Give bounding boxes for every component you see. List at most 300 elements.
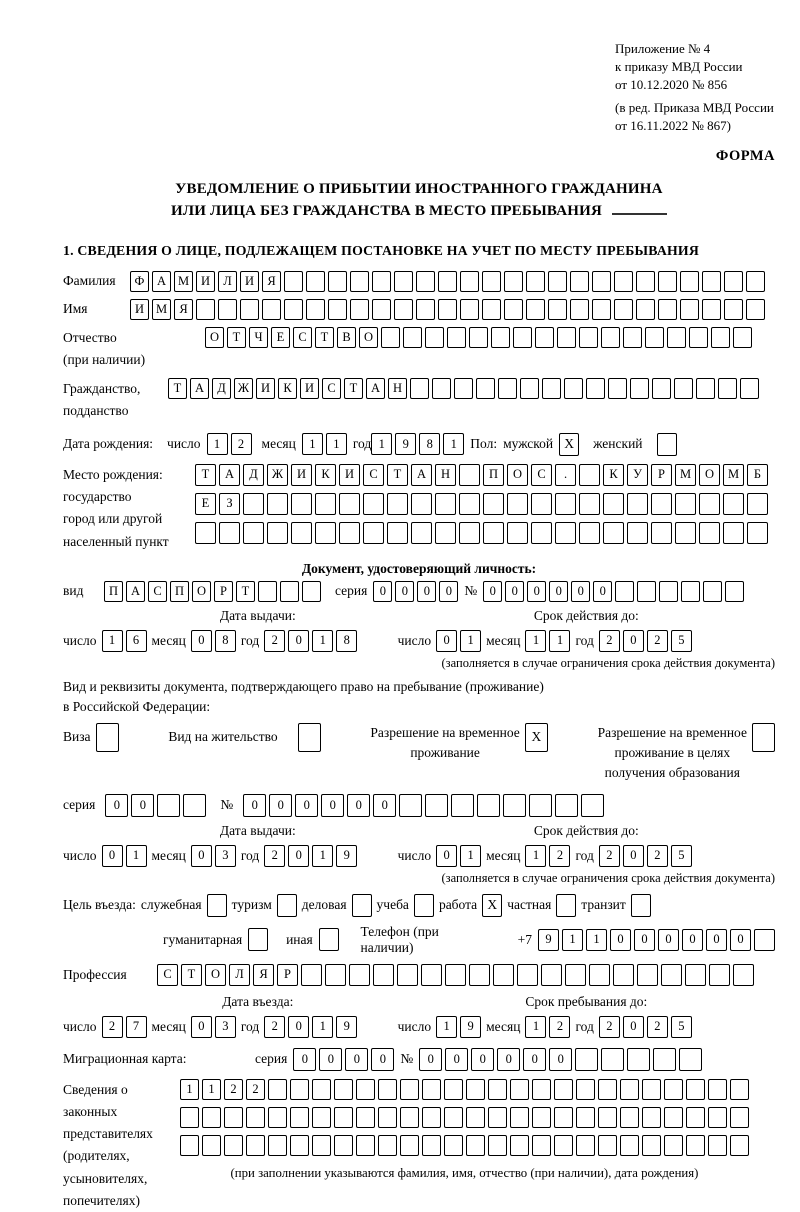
stay-doc-issue-month[interactable] <box>191 845 236 867</box>
char-box[interactable]: Д <box>243 464 264 486</box>
char-box[interactable] <box>302 581 321 602</box>
char-box[interactable] <box>658 299 677 320</box>
id-doc-number-input[interactable] <box>483 581 744 602</box>
char-box[interactable] <box>202 1107 221 1128</box>
entry-day[interactable] <box>102 1016 147 1038</box>
char-box[interactable] <box>645 327 664 348</box>
stay-doc-issue-day[interactable] <box>102 845 147 867</box>
id-doc-expiry-day[interactable] <box>436 630 481 652</box>
char-box[interactable]: П <box>104 581 123 602</box>
char-box[interactable] <box>592 299 611 320</box>
char-box[interactable] <box>658 271 677 292</box>
purpose-delovaya-checkbox[interactable] <box>352 894 372 917</box>
char-box[interactable] <box>636 271 655 292</box>
char-box[interactable]: 2 <box>599 1016 620 1038</box>
char-box[interactable]: 2 <box>231 433 252 455</box>
char-box[interactable] <box>315 493 336 515</box>
char-box[interactable]: 0 <box>505 581 524 602</box>
char-box[interactable]: 0 <box>419 1048 442 1071</box>
char-box[interactable] <box>576 1079 595 1100</box>
char-box[interactable] <box>291 522 312 544</box>
char-box[interactable] <box>730 1135 749 1156</box>
char-box[interactable] <box>642 1107 661 1128</box>
char-box[interactable] <box>290 1135 309 1156</box>
stay-doc-issue-year[interactable] <box>264 845 357 867</box>
char-box[interactable]: Я <box>174 299 193 320</box>
char-box[interactable] <box>702 299 721 320</box>
char-box[interactable] <box>620 1107 639 1128</box>
char-box[interactable]: 1 <box>302 433 323 455</box>
profession-input[interactable] <box>157 964 754 986</box>
stay-doc-expiry-year[interactable] <box>599 845 692 867</box>
char-box[interactable]: 0 <box>549 581 568 602</box>
char-box[interactable]: 5 <box>671 630 692 652</box>
char-box[interactable] <box>421 964 442 986</box>
char-box[interactable] <box>451 794 474 817</box>
char-box[interactable] <box>432 378 451 399</box>
char-box[interactable]: К <box>278 378 297 399</box>
char-box[interactable]: А <box>190 378 209 399</box>
char-box[interactable] <box>262 299 281 320</box>
char-box[interactable] <box>579 493 600 515</box>
stay-until-year[interactable] <box>599 1016 692 1038</box>
char-box[interactable] <box>218 299 237 320</box>
char-box[interactable]: 2 <box>246 1079 265 1100</box>
char-box[interactable] <box>630 378 649 399</box>
surname-input[interactable] <box>130 271 765 292</box>
char-box[interactable] <box>725 581 744 602</box>
char-box[interactable]: 1 <box>326 433 347 455</box>
stay-until-month[interactable] <box>525 1016 570 1038</box>
char-box[interactable]: 0 <box>288 1016 309 1038</box>
char-box[interactable] <box>219 522 240 544</box>
char-box[interactable]: И <box>291 464 312 486</box>
char-box[interactable] <box>243 522 264 544</box>
char-box[interactable]: 0 <box>439 581 458 602</box>
char-box[interactable] <box>422 1107 441 1128</box>
char-box[interactable] <box>394 271 413 292</box>
char-box[interactable]: 0 <box>321 794 344 817</box>
char-box[interactable]: С <box>157 964 178 986</box>
char-box[interactable] <box>555 493 576 515</box>
char-box[interactable]: Р <box>214 581 233 602</box>
char-box[interactable] <box>444 1107 463 1128</box>
char-box[interactable] <box>576 1135 595 1156</box>
char-box[interactable]: 0 <box>527 581 546 602</box>
char-box[interactable] <box>579 327 598 348</box>
char-box[interactable]: 2 <box>264 1016 285 1038</box>
char-box[interactable] <box>267 493 288 515</box>
purpose-gumanitarnaya-checkbox[interactable] <box>248 928 268 951</box>
char-box[interactable] <box>689 327 708 348</box>
char-box[interactable]: 1 <box>312 1016 333 1038</box>
char-box[interactable] <box>627 522 648 544</box>
char-box[interactable]: А <box>126 581 145 602</box>
char-box[interactable]: 7 <box>126 1016 147 1038</box>
char-box[interactable] <box>675 493 696 515</box>
char-box[interactable]: 1 <box>460 845 481 867</box>
temp-permit-checkbox[interactable]: X <box>525 723 548 752</box>
char-box[interactable] <box>183 794 206 817</box>
char-box[interactable]: 0 <box>623 1016 644 1038</box>
char-box[interactable]: 0 <box>243 794 266 817</box>
char-box[interactable]: А <box>411 464 432 486</box>
char-box[interactable] <box>507 522 528 544</box>
char-box[interactable]: 0 <box>395 581 414 602</box>
char-box[interactable] <box>466 1079 485 1100</box>
phone-input[interactable] <box>538 929 775 951</box>
char-box[interactable] <box>746 271 765 292</box>
char-box[interactable]: Т <box>168 378 187 399</box>
char-box[interactable] <box>548 299 567 320</box>
char-box[interactable]: Т <box>195 464 216 486</box>
char-box[interactable] <box>554 1107 573 1128</box>
char-box[interactable] <box>476 378 495 399</box>
char-box[interactable]: 0 <box>371 1048 394 1071</box>
char-box[interactable] <box>268 1107 287 1128</box>
char-box[interactable] <box>460 271 479 292</box>
char-box[interactable] <box>555 794 578 817</box>
char-box[interactable] <box>709 964 730 986</box>
char-box[interactable]: Ч <box>249 327 268 348</box>
char-box[interactable] <box>603 493 624 515</box>
migration-series-input[interactable] <box>293 1048 394 1071</box>
char-box[interactable] <box>686 1107 705 1128</box>
char-box[interactable]: Р <box>651 464 672 486</box>
char-box[interactable] <box>730 1107 749 1128</box>
char-box[interactable]: Т <box>344 378 363 399</box>
char-box[interactable]: 0 <box>417 581 436 602</box>
char-box[interactable] <box>652 378 671 399</box>
char-box[interactable]: И <box>240 271 259 292</box>
char-box[interactable] <box>399 794 422 817</box>
patronymic-input[interactable] <box>205 327 752 348</box>
char-box[interactable] <box>733 964 754 986</box>
entry-month[interactable] <box>191 1016 236 1038</box>
char-box[interactable]: С <box>531 464 552 486</box>
char-box[interactable] <box>422 1135 441 1156</box>
char-box[interactable] <box>356 1079 375 1100</box>
char-box[interactable]: 2 <box>647 630 668 652</box>
char-box[interactable]: 9 <box>460 1016 481 1038</box>
char-box[interactable] <box>422 1079 441 1100</box>
char-box[interactable] <box>685 964 706 986</box>
entry-year[interactable] <box>264 1016 357 1038</box>
char-box[interactable]: М <box>152 299 171 320</box>
char-box[interactable]: 1 <box>562 929 583 951</box>
char-box[interactable]: 2 <box>599 845 620 867</box>
char-box[interactable] <box>328 271 347 292</box>
char-box[interactable] <box>459 522 480 544</box>
char-box[interactable] <box>679 1048 702 1071</box>
char-box[interactable] <box>416 299 435 320</box>
char-box[interactable] <box>504 271 523 292</box>
char-box[interactable] <box>651 522 672 544</box>
char-box[interactable] <box>554 1135 573 1156</box>
char-box[interactable] <box>507 493 528 515</box>
char-box[interactable] <box>548 271 567 292</box>
char-box[interactable] <box>724 271 743 292</box>
char-box[interactable]: П <box>170 581 189 602</box>
char-box[interactable]: 1 <box>525 1016 546 1038</box>
char-box[interactable] <box>445 964 466 986</box>
char-box[interactable]: 3 <box>215 1016 236 1038</box>
char-box[interactable]: Т <box>236 581 255 602</box>
birth-year-input[interactable] <box>371 433 464 455</box>
char-box[interactable]: Я <box>262 271 281 292</box>
char-box[interactable]: 1 <box>436 1016 457 1038</box>
char-box[interactable] <box>284 299 303 320</box>
char-box[interactable] <box>202 1135 221 1156</box>
char-box[interactable] <box>387 493 408 515</box>
char-box[interactable]: 0 <box>131 794 154 817</box>
char-box[interactable] <box>614 299 633 320</box>
char-box[interactable] <box>493 964 514 986</box>
char-box[interactable] <box>268 1135 287 1156</box>
char-box[interactable] <box>620 1079 639 1100</box>
birth-month-input[interactable] <box>302 433 347 455</box>
char-box[interactable] <box>637 581 656 602</box>
char-box[interactable] <box>579 464 600 486</box>
char-box[interactable] <box>535 327 554 348</box>
char-box[interactable] <box>325 964 346 986</box>
char-box[interactable] <box>603 522 624 544</box>
char-box[interactable]: Л <box>229 964 250 986</box>
char-box[interactable]: С <box>293 327 312 348</box>
char-box[interactable]: 9 <box>336 845 357 867</box>
char-box[interactable]: 0 <box>269 794 292 817</box>
char-box[interactable] <box>520 378 539 399</box>
char-box[interactable] <box>740 378 759 399</box>
edu-permit-checkbox[interactable] <box>752 723 775 752</box>
char-box[interactable] <box>526 271 545 292</box>
char-box[interactable]: 2 <box>647 845 668 867</box>
char-box[interactable]: К <box>315 464 336 486</box>
stay-doc-expiry-month[interactable] <box>525 845 570 867</box>
char-box[interactable] <box>482 271 501 292</box>
char-box[interactable]: Н <box>388 378 407 399</box>
char-box[interactable] <box>425 327 444 348</box>
char-box[interactable] <box>372 271 391 292</box>
purpose-tranzit-checkbox[interactable] <box>631 894 651 917</box>
char-box[interactable] <box>664 1135 683 1156</box>
char-box[interactable] <box>517 964 538 986</box>
char-box[interactable]: 1 <box>126 845 147 867</box>
char-box[interactable]: 0 <box>191 1016 212 1038</box>
char-box[interactable] <box>195 522 216 544</box>
char-box[interactable]: О <box>699 464 720 486</box>
char-box[interactable]: Т <box>181 964 202 986</box>
char-box[interactable] <box>498 378 517 399</box>
id-doc-expiry-year[interactable] <box>599 630 692 652</box>
char-box[interactable]: 0 <box>706 929 727 951</box>
char-box[interactable] <box>733 327 752 348</box>
char-box[interactable]: У <box>627 464 648 486</box>
char-box[interactable]: 8 <box>336 630 357 652</box>
char-box[interactable] <box>315 522 336 544</box>
char-box[interactable]: 0 <box>191 630 212 652</box>
char-box[interactable]: 0 <box>634 929 655 951</box>
char-box[interactable] <box>723 522 744 544</box>
char-box[interactable] <box>438 271 457 292</box>
char-box[interactable]: 1 <box>180 1079 199 1100</box>
char-box[interactable] <box>608 378 627 399</box>
char-box[interactable] <box>180 1107 199 1128</box>
char-box[interactable] <box>686 1079 705 1100</box>
char-box[interactable] <box>589 964 610 986</box>
char-box[interactable] <box>754 929 775 951</box>
char-box[interactable]: 0 <box>593 581 612 602</box>
char-box[interactable] <box>403 327 422 348</box>
char-box[interactable] <box>592 271 611 292</box>
char-box[interactable] <box>349 964 370 986</box>
char-box[interactable]: 2 <box>224 1079 243 1100</box>
char-box[interactable] <box>350 299 369 320</box>
char-box[interactable]: К <box>603 464 624 486</box>
char-box[interactable]: И <box>196 271 215 292</box>
representatives-row1[interactable] <box>180 1079 749 1100</box>
char-box[interactable] <box>510 1079 529 1100</box>
char-box[interactable]: . <box>555 464 576 486</box>
char-box[interactable] <box>555 522 576 544</box>
char-box[interactable] <box>483 493 504 515</box>
char-box[interactable] <box>258 581 277 602</box>
char-box[interactable] <box>290 1079 309 1100</box>
char-box[interactable] <box>267 522 288 544</box>
char-box[interactable] <box>557 327 576 348</box>
char-box[interactable]: Н <box>435 464 456 486</box>
char-box[interactable] <box>339 493 360 515</box>
char-box[interactable]: З <box>219 493 240 515</box>
representatives-row3[interactable] <box>180 1135 749 1156</box>
char-box[interactable]: В <box>337 327 356 348</box>
char-box[interactable] <box>363 522 384 544</box>
char-box[interactable]: 0 <box>347 794 370 817</box>
purpose-inaya-checkbox[interactable] <box>319 928 339 951</box>
char-box[interactable]: 0 <box>319 1048 342 1071</box>
char-box[interactable]: 1 <box>102 630 123 652</box>
char-box[interactable] <box>411 493 432 515</box>
char-box[interactable] <box>598 1107 617 1128</box>
char-box[interactable]: И <box>300 378 319 399</box>
char-box[interactable]: 1 <box>586 929 607 951</box>
char-box[interactable] <box>246 1135 265 1156</box>
char-box[interactable]: С <box>148 581 167 602</box>
citizenship-input[interactable] <box>168 378 759 399</box>
char-box[interactable]: С <box>322 378 341 399</box>
char-box[interactable] <box>483 522 504 544</box>
char-box[interactable] <box>444 1079 463 1100</box>
char-box[interactable] <box>570 299 589 320</box>
char-box[interactable] <box>659 581 678 602</box>
char-box[interactable] <box>724 299 743 320</box>
stay-doc-series-input[interactable] <box>105 794 206 817</box>
birth-day-input[interactable] <box>207 433 252 455</box>
char-box[interactable] <box>718 378 737 399</box>
char-box[interactable] <box>565 964 586 986</box>
char-box[interactable]: И <box>130 299 149 320</box>
char-box[interactable]: 1 <box>525 630 546 652</box>
char-box[interactable]: 1 <box>371 433 392 455</box>
char-box[interactable]: 0 <box>295 794 318 817</box>
char-box[interactable] <box>642 1135 661 1156</box>
char-box[interactable]: 0 <box>623 630 644 652</box>
char-box[interactable]: 0 <box>191 845 212 867</box>
char-box[interactable] <box>579 522 600 544</box>
char-box[interactable] <box>438 299 457 320</box>
id-doc-type-input[interactable] <box>104 581 321 602</box>
char-box[interactable] <box>636 299 655 320</box>
char-box[interactable]: М <box>174 271 193 292</box>
char-box[interactable] <box>504 299 523 320</box>
char-box[interactable] <box>664 1107 683 1128</box>
char-box[interactable] <box>387 522 408 544</box>
char-box[interactable] <box>614 271 633 292</box>
gender-female-checkbox[interactable] <box>657 433 677 456</box>
char-box[interactable]: О <box>192 581 211 602</box>
char-box[interactable] <box>708 1107 727 1128</box>
gender-male-checkbox[interactable]: X <box>559 433 579 456</box>
purpose-chastnaya-checkbox[interactable] <box>556 894 576 917</box>
char-box[interactable]: 9 <box>395 433 416 455</box>
char-box[interactable] <box>378 1135 397 1156</box>
char-box[interactable]: Ж <box>234 378 253 399</box>
char-box[interactable]: 1 <box>207 433 228 455</box>
char-box[interactable] <box>503 794 526 817</box>
char-box[interactable]: 3 <box>215 845 236 867</box>
char-box[interactable]: 0 <box>571 581 590 602</box>
name-input[interactable] <box>130 299 765 320</box>
char-box[interactable] <box>627 493 648 515</box>
char-box[interactable] <box>477 794 500 817</box>
char-box[interactable]: 0 <box>471 1048 494 1071</box>
char-box[interactable]: Я <box>253 964 274 986</box>
char-box[interactable] <box>681 581 700 602</box>
char-box[interactable]: 0 <box>373 794 396 817</box>
char-box[interactable] <box>469 327 488 348</box>
char-box[interactable]: 2 <box>102 1016 123 1038</box>
char-box[interactable]: 0 <box>105 794 128 817</box>
char-box[interactable] <box>699 493 720 515</box>
char-box[interactable] <box>411 522 432 544</box>
char-box[interactable]: 0 <box>730 929 751 951</box>
char-box[interactable]: А <box>366 378 385 399</box>
char-box[interactable] <box>466 1107 485 1128</box>
char-box[interactable] <box>328 299 347 320</box>
char-box[interactable] <box>613 964 634 986</box>
purpose-rabota-checkbox[interactable]: X <box>482 894 502 917</box>
char-box[interactable]: 0 <box>497 1048 520 1071</box>
id-doc-expiry-month[interactable] <box>525 630 570 652</box>
char-box[interactable] <box>378 1079 397 1100</box>
char-box[interactable]: 1 <box>312 845 333 867</box>
stay-doc-expiry-day[interactable] <box>436 845 481 867</box>
char-box[interactable] <box>730 1079 749 1100</box>
char-box[interactable]: 5 <box>671 845 692 867</box>
char-box[interactable] <box>339 522 360 544</box>
char-box[interactable] <box>466 1135 485 1156</box>
char-box[interactable] <box>708 1079 727 1100</box>
char-box[interactable]: 0 <box>436 630 457 652</box>
char-box[interactable] <box>510 1107 529 1128</box>
char-box[interactable]: 0 <box>483 581 502 602</box>
char-box[interactable]: 0 <box>102 845 123 867</box>
char-box[interactable] <box>667 327 686 348</box>
char-box[interactable]: Ф <box>130 271 149 292</box>
char-box[interactable] <box>570 271 589 292</box>
char-box[interactable] <box>469 964 490 986</box>
char-box[interactable] <box>459 464 480 486</box>
